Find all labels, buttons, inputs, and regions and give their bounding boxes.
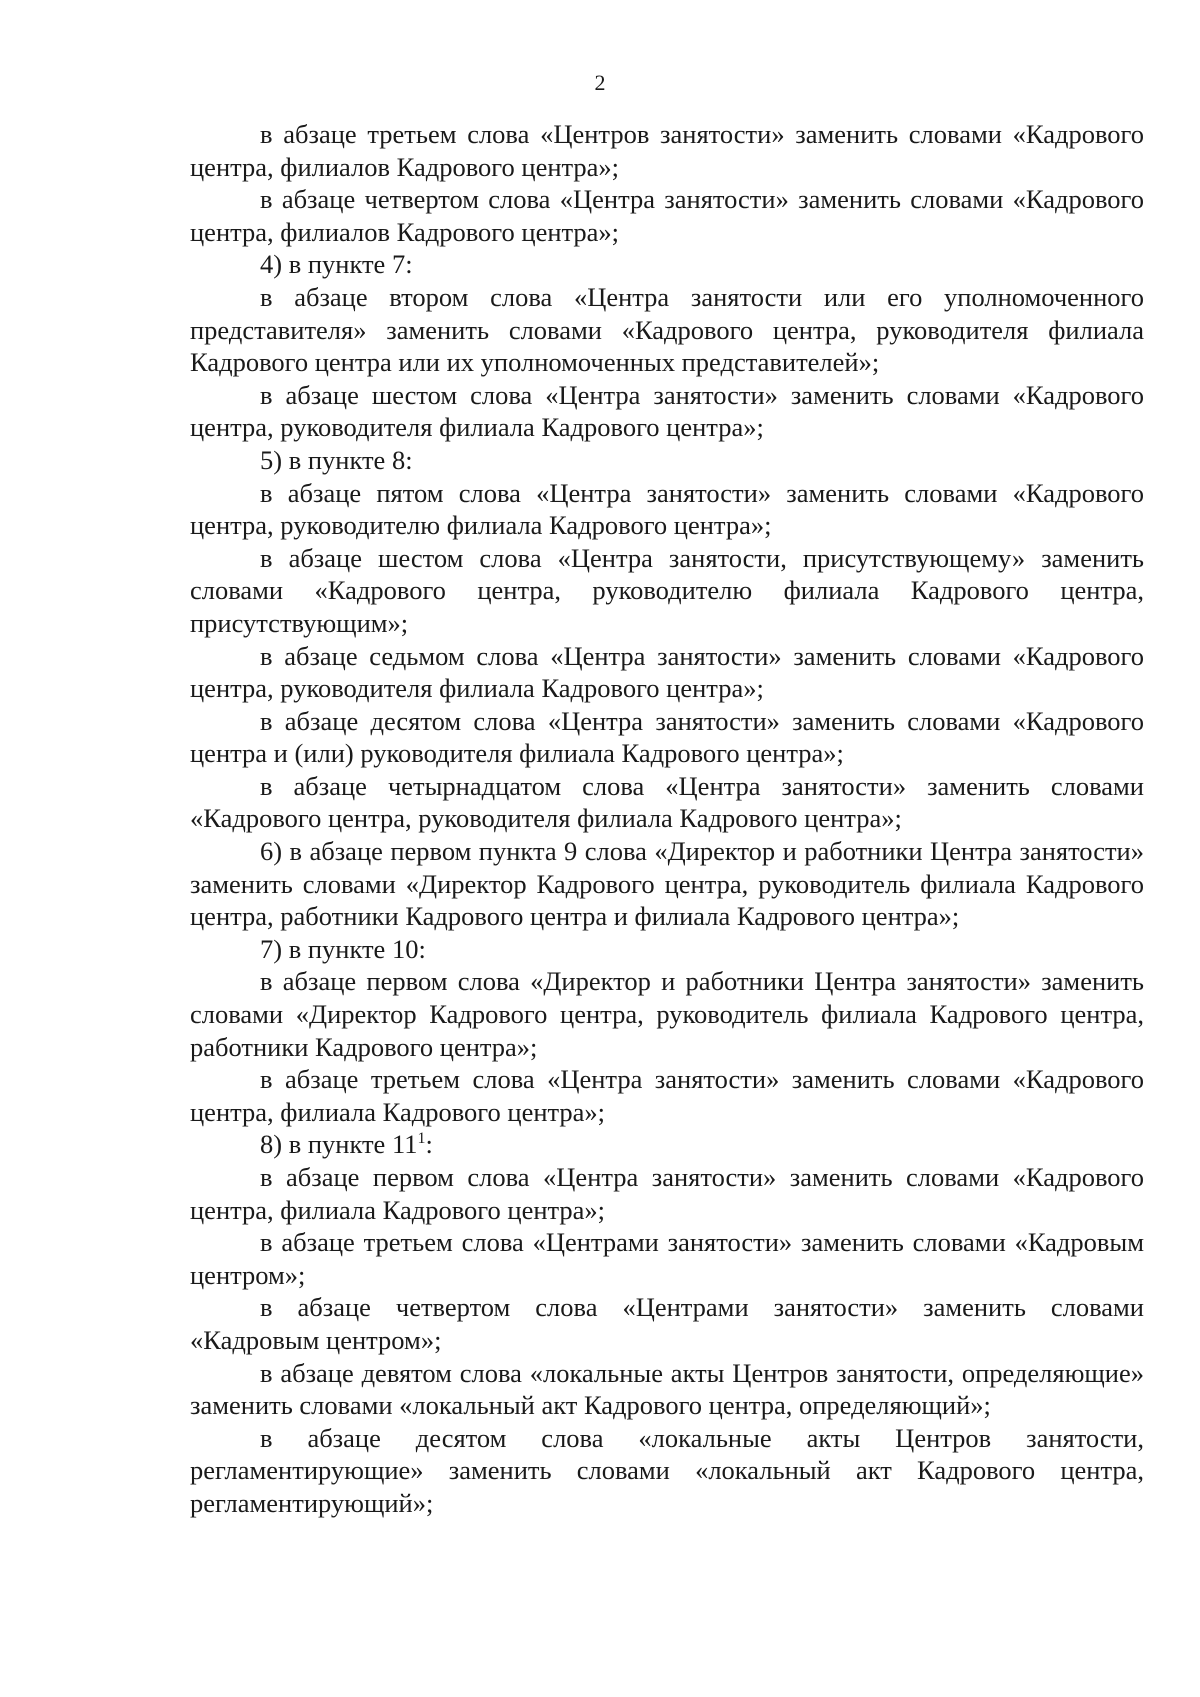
paragraph-item-8 (190, 1128, 1144, 1161)
paragraph: 4) в пункте 7: (260, 249, 413, 280)
paragraph: в абзаце первом слова «Директор и работники Центра занятости» заменить словами «Директор Кадрового центра, руководитель филиала Кадрового центра, работники Кадрового центра»; (190, 966, 1144, 1062)
paragraph: в абзаце втором слова «Центра занятости или его уполномоченного представителя» заменить словами «Кадрового центра, руководителя филиала Кадрового центра или их уполномоченных представителей»; (190, 281, 1144, 378)
item-8-trail: : (425, 1129, 433, 1160)
document-body (190, 118, 1144, 1520)
paragraph: в абзаце десятом слова «Центра занятости» заменить словами «Кадрового центра и (или) руководителя филиала Кадрового центра»; (190, 705, 1144, 769)
paragraph: в абзаце четырнадцатом слова «Центра занятости» заменить словами «Кадрового центра, руководителя филиала Кадрового центра»; (190, 770, 1144, 834)
paragraph: в абзаце четвертом слова «Центра занятости» заменить словами «Кадрового центра, филиалов Кадрового центра»; (190, 184, 1144, 247)
paragraph: в абзаце третьем слова «Центра занятости» заменить словами «Кадрового центра, филиала Кадрового центра»; (190, 1064, 1144, 1127)
paragraph: 6) в абзаце первом пункта 9 слова «Директор и работники Центра занятости» заменить словами «Директор Кадрового центра, руководитель филиала Кадрового центра, работники Кадрового центра и филиала Кадрового центра»; (190, 836, 1144, 932)
paragraph: в абзаце третьем слова «Центров занятости» заменить словами «Кадрового центра, филиалов Кадрового центра»; (190, 119, 1144, 182)
paragraph: в абзаце третьем слова «Центрами занятости» заменить словами «Кадровым центром»; (190, 1227, 1144, 1290)
paragraph: в абзаце седьмом слова «Центра занятости» заменить словами «Кадрового центра, руководителя филиала Кадрового центра»; (190, 640, 1144, 704)
paragraph: в абзаце четвертом слова «Центрами занятости» заменить словами «Кадровым центром»; (190, 1292, 1144, 1355)
paragraph: в абзаце шестом слова «Центра занятости, присутствующему» заменить словами «Кадрового центра, руководителю филиала Кадрового центра, присутствующим»; (190, 542, 1144, 638)
paragraph: в абзаце шестом слова «Центра занятости» заменить словами «Кадрового центра, руководителя филиала Кадрового центра»; (190, 379, 1144, 443)
item-8-lead: 8) в пункте 11 (260, 1129, 418, 1160)
paragraph: 5) в пункте 8: (260, 444, 413, 475)
page-number: 2 (594, 70, 606, 95)
item-8-superscript: 1 (417, 1130, 426, 1148)
paragraph: в абзаце десятом слова «локальные акты Центров занятости, регламентирующие» заменить словами «локальный акт Кадрового центра, регламентирующий»; (190, 1422, 1144, 1518)
paragraph: в абзаце первом слова «Центра занятости» заменить словами «Кадрового центра, филиала Кадрового центра»; (190, 1162, 1144, 1225)
paragraph: 7) в пункте 10: (260, 933, 426, 964)
paragraph: в абзаце пятом слова «Центра занятости» заменить словами «Кадрового центра, руководителю филиала Кадрового центра»; (190, 477, 1144, 541)
paragraph: в абзаце девятом слова «локальные акты Центров занятости, определяющие» заменить словами «локальный акт Кадрового центра, определяющий»; (190, 1357, 1144, 1421)
